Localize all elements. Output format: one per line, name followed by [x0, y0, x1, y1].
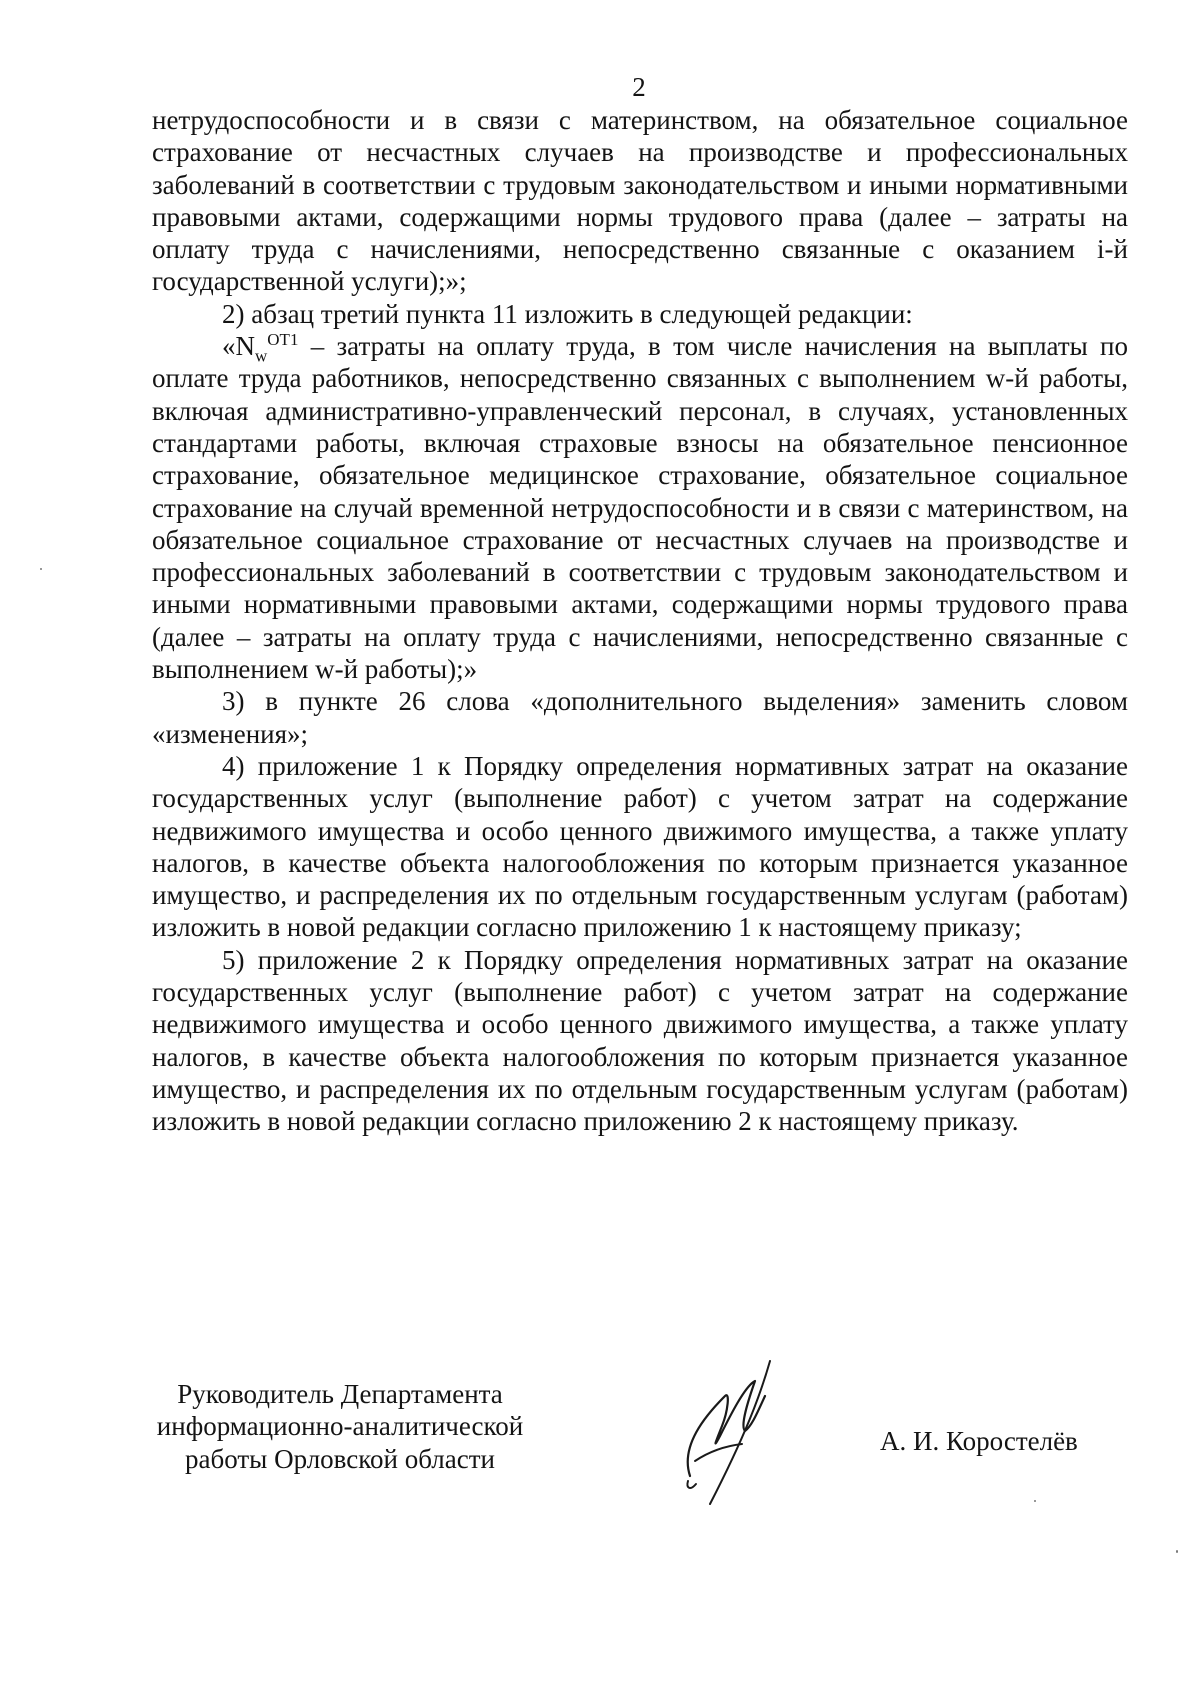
signatory-position [130, 1378, 550, 1475]
scan-speck [40, 568, 42, 570]
paragraph-item-3: 3) в пункте 26 слова «дополнительного выделения» заменить словом «изменения»; [152, 686, 1128, 749]
formula-prefix: «N [222, 331, 255, 362]
document-body [152, 104, 1128, 1138]
paragraph-formula [152, 330, 1128, 685]
paragraph-continuation: нетрудоспособности и в связи с материнством, на обязательное социальное страхование от несчастных случаев на производстве и профессиональных заболеваний в соответствии с трудовым законодательством и иными нормативными правовыми актами, содержащими нормы трудового права (далее – затраты на оплату труда с начислениями, непосредственно связанные с оказанием i-й государственной услуги);»; [152, 105, 1128, 297]
handwritten-signature [650, 1356, 800, 1506]
signer-name: А. И. Коростелёв [880, 1426, 1078, 1456]
paragraph-item-5: 5) приложение 2 к Порядку определения нормативных затрат на оказание государственных услуг (выполнение работ) с учетом затрат на содержание недвижимого имущества и особо ценного движимого имущества, а также уплату налогов, в качестве объекта налогообложения по которым признается указанное имущество, и распределения их по отдельным государственным услугам (работам) изложить в новой редакции согласно приложению 2 к настоящему приказу. [152, 944, 1128, 1137]
paragraph-item-2: 2) абзац третий пункта 11 изложить в следующей редакции: [222, 298, 913, 329]
position-line: работы Орловской области [185, 1443, 495, 1474]
formula-superscript: ОТ1 [267, 330, 299, 350]
position-line: Руководитель Департамента [177, 1379, 503, 1409]
scan-speck [1034, 1500, 1036, 1502]
formula-subscript: w [255, 346, 268, 366]
page-number: 2 [632, 72, 646, 102]
scan-speck [1176, 1550, 1178, 1553]
paragraph-item-4: 4) приложение 1 к Порядку определения нормативных затрат на оказание государственных услуг (выполнение работ) с учетом затрат на содержание недвижимого имущества и особо ценного движимого имущества, а также уплату налогов, в качестве объекта налогообложения по которым признается указанное имущество, и распределения их по отдельным государственным услугам (работам) изложить в новой редакции согласно приложению 1 к настоящему приказу; [152, 750, 1128, 943]
position-line: информационно-аналитической [156, 1411, 524, 1442]
formula-text: – затраты на оплату труда, в том числе начисления на выплаты по оплате труда работников, непосредственно связанных с выполнением w-й работы, включая административно-управленческий персонал, в случаях, установленных стандартами работы, включая страховые взносы на обязательное пенсионное страхование, обязательное медицинское страхование, обязательное социальное страхование на случай временной нетрудоспособности и в связи с материнством, на обязательное социальное страхование от несчастных случаев на производстве и профессиональных заболеваний в соответствии с трудовым законодательством и иными нормативными правовыми актами, содержащими нормы трудового права (далее – затраты на оплату труда с начислениями, непосредственно связанные с выполнением w-й работы);» [152, 331, 1128, 685]
